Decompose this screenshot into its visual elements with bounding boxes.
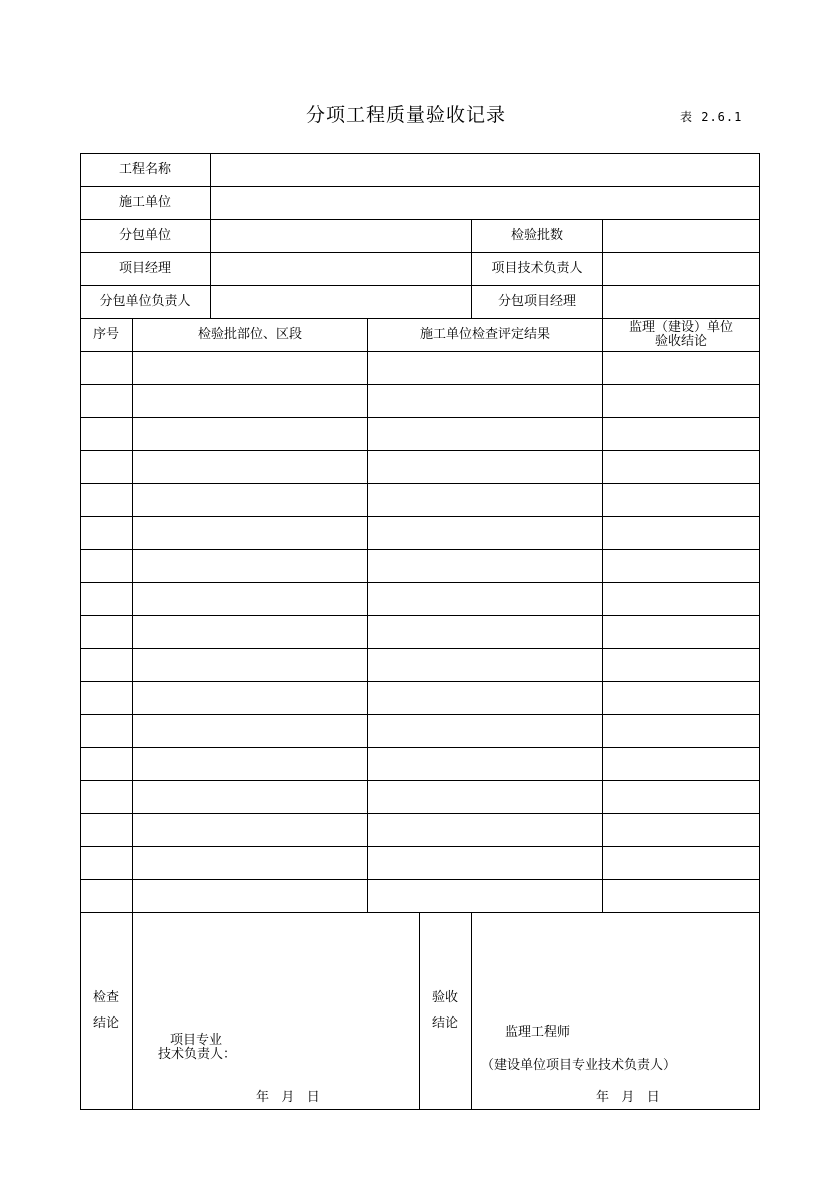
h-line	[80, 879, 760, 880]
tech-lead-value[interactable]	[603, 252, 759, 285]
contractor-label: 施工单位	[118, 195, 171, 210]
left-signer-line-2: 技术负责人：	[158, 1047, 237, 1062]
form-sheet	[80, 153, 760, 1110]
h-line	[80, 747, 760, 748]
v-line	[367, 318, 368, 912]
acceptance-conclusion-label	[419, 985, 471, 1037]
batch-count-label: 检验批数	[510, 228, 563, 243]
v-line	[602, 318, 603, 912]
supervisor-engineer: 监理工程师	[505, 1025, 571, 1040]
left-date: 年 月 日	[256, 1090, 320, 1105]
h-line	[80, 450, 760, 451]
sub-manager-label: 分包项目经理	[497, 294, 576, 309]
check-conclusion-line-2: 结论	[92, 1016, 119, 1031]
contractor-value[interactable]	[211, 186, 759, 219]
header-batch-location: 检验批部位、区段	[197, 327, 302, 342]
h-line	[80, 516, 760, 517]
h-line	[80, 846, 760, 847]
batch-count-value[interactable]	[603, 219, 759, 252]
h-line	[80, 615, 760, 616]
subcontractor-value[interactable]	[211, 219, 471, 252]
sub-lead-value[interactable]	[211, 285, 471, 318]
project-name-value[interactable]	[211, 153, 759, 186]
sub-lead-label: 分包单位负责人	[99, 294, 191, 309]
h-line	[80, 912, 760, 913]
project-manager-value[interactable]	[211, 252, 471, 285]
subcontractor-label: 分包单位	[118, 228, 171, 243]
acceptance-conclusion-line-1: 验收	[431, 990, 458, 1005]
project-manager-label: 项目经理	[118, 261, 171, 276]
form-code: 表 2.6.1	[680, 110, 743, 124]
supervisor-engineer-sub: （建设单位项目专业技术负责人）	[481, 1058, 677, 1073]
h-line	[80, 582, 760, 583]
page-title: 分项工程质量验收记录	[305, 104, 506, 126]
header-supervisor-line-1: 监理（建设）单位	[628, 319, 733, 335]
right-date: 年 月 日	[596, 1090, 660, 1105]
tech-lead-label: 项目技术负责人	[491, 261, 583, 276]
header-supervisor-conclusion	[603, 318, 759, 351]
project-name-label: 工程名称	[118, 162, 171, 177]
left-signer-line-1: 项目专业	[170, 1033, 223, 1048]
check-conclusion-label	[80, 985, 132, 1037]
h-line	[80, 384, 760, 385]
header-contractor-result: 施工单位检查评定结果	[419, 327, 550, 342]
header-supervisor-line-2: 验收结论	[654, 333, 707, 349]
h-line	[80, 648, 760, 649]
header-seq: 序号	[92, 327, 119, 342]
h-line	[80, 351, 760, 352]
h-line	[80, 681, 760, 682]
h-line	[80, 714, 760, 715]
v-line	[471, 912, 472, 1110]
v-line	[759, 153, 760, 1110]
v-line	[132, 318, 133, 1110]
h-line	[80, 417, 760, 418]
sub-manager-value[interactable]	[603, 285, 759, 318]
check-conclusion-line-1: 检查	[92, 990, 119, 1005]
h-line	[80, 780, 760, 781]
h-line	[80, 1109, 760, 1110]
h-line	[80, 483, 760, 484]
h-line	[80, 549, 760, 550]
acceptance-conclusion-line-2: 结论	[431, 1016, 458, 1031]
h-line	[80, 813, 760, 814]
